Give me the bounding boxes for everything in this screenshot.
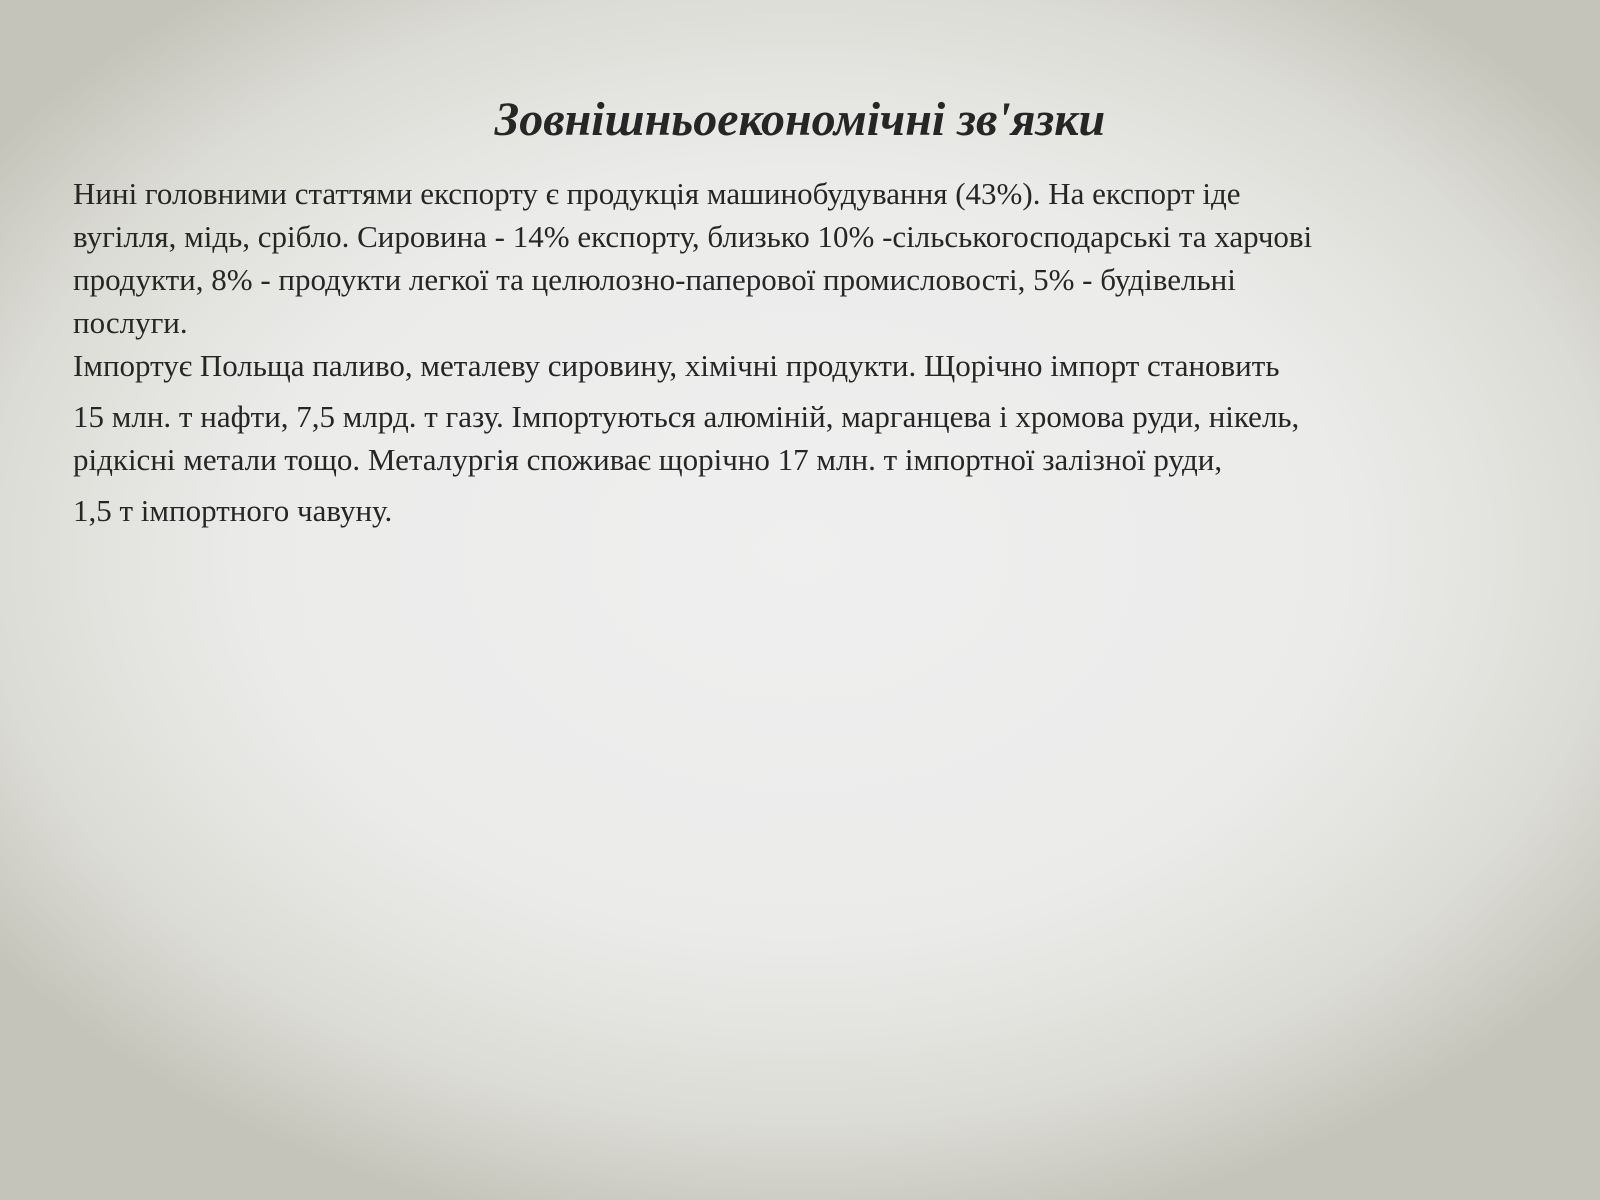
- slide-title: Зовнішньоекономічні зв'язки: [494, 93, 1106, 146]
- text-line: 15 млн. т нафти, 7,5 млрд. т газу. Імпортуються алюміній, марганцева і хромова руди, нікель,: [73, 399, 1300, 434]
- text-line: Імпортує Польща паливо, металеву сировину, хімічні продукти. Щорічно імпорт становить: [73, 348, 1280, 383]
- text-line: вугілля, мідь, срібло. Сировина - 14% експорту, близько 10% -сільськогосподарські та харчові: [73, 219, 1313, 254]
- paragraph-pig-iron: [73, 489, 1533, 532]
- text-line: 1,5 т імпортного чавуну.: [73, 493, 393, 528]
- text-line: послуги.: [73, 305, 188, 340]
- text-line: продукти, 8% - продукти легкої та целюлозно-паперової промисловості, 5% - будівельні: [73, 262, 1236, 297]
- text-line: рідкісні метали тощо. Металургія споживає щорічно 17 млн. т імпортної залізної руди,: [73, 442, 1223, 477]
- paragraph-imports-detail: [73, 395, 1533, 481]
- paragraph-exports: [73, 172, 1533, 344]
- slide-body: [73, 172, 1533, 532]
- paragraph-imports-intro: [73, 344, 1533, 387]
- text-line: Нині головними статтями експорту є продукція машинобудування (43%). На експорт іде: [73, 176, 1241, 211]
